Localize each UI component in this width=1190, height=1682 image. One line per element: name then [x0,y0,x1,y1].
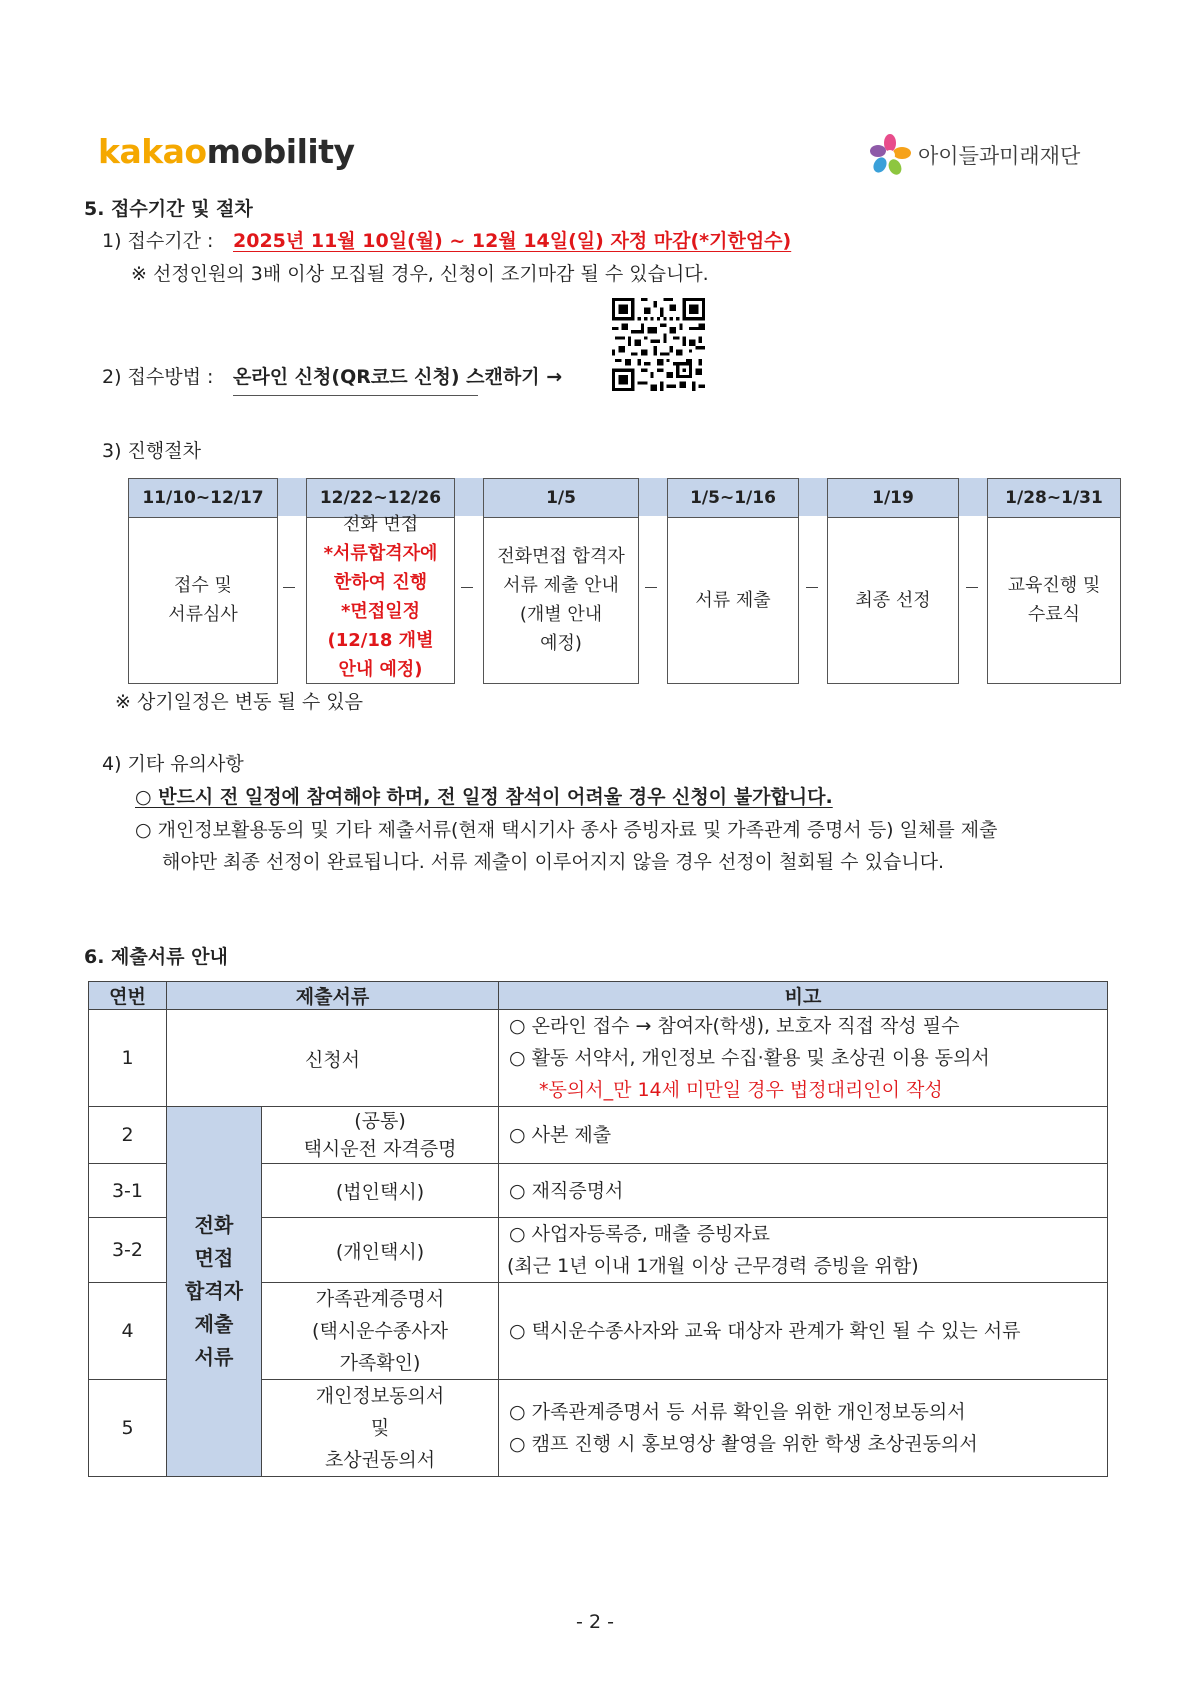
row-no: 2 [89,1107,167,1164]
period-value: 2025년 11월 10일(월) ~ 12월 14일(일) 자정 마감(*기한엄수) [233,230,792,252]
process-strip-gap [454,478,483,516]
doc-line: (택시운수종사자 [312,1320,448,1342]
step-date: 12/22~12/26 [307,479,454,518]
section5-title: 5. 접수기간 및 절차 [84,198,253,220]
other-label: 4) 기타 유의사항 [102,753,244,775]
doc-line: 및 [370,1417,390,1439]
row-no: 1 [89,1010,167,1107]
period-note: ※ 선정인원의 3배 이상 모집될 경우, 신청이 조기마감 될 수 있습니다. [131,263,709,285]
method-label: 2) 접수방법 : [102,366,214,388]
process-label: 3) 진행절차 [102,440,201,462]
process-step-4 [667,478,799,684]
flower-icon [868,133,912,177]
merged-group-cell [167,1107,262,1477]
process-step-1 [128,478,278,684]
header-doc: 제출서류 [167,982,499,1010]
process-strip-gap [638,478,667,516]
step-red-text: 한하여 진행 [333,572,428,593]
table-row [89,1107,1108,1164]
doc-line: 가족확인) [339,1352,421,1374]
note-line: ○ 재직증명서 [509,1179,624,1202]
process-step-3 [483,478,639,684]
row-doc: (법인택시) [262,1164,499,1218]
process-step-5 [827,478,959,684]
step-date: 1/5 [484,479,638,518]
process-arrow [806,587,818,588]
doc-line: 개인정보동의서 [315,1385,445,1407]
group-line: 제출 [194,1312,234,1336]
row-no: 3-1 [89,1164,167,1218]
row-no: 3-2 [89,1218,167,1283]
step-date: 1/28~1/31 [988,479,1120,518]
step-text: 전화면접 합격자 [497,546,625,567]
process-arrow [966,587,978,588]
other-item-2-line2: 해야만 최종 선정이 완료됩니다. 서류 제출이 이루어지지 않을 경우 선정이 철회될 수 있습니다. [162,851,945,873]
step-text: 서류 제출 안내 [503,575,619,596]
step-date: 1/5~1/16 [668,479,798,518]
other-item-1: ○ 반드시 전 일정에 참여해야 하며, 전 일정 참석이 어려울 경우 신청이 불가합니다. [135,786,833,808]
step-text: 서류 제출 [695,589,771,611]
row-note [499,1010,1108,1107]
foundation-logo [868,133,1080,177]
group-line: 합격자 [185,1279,243,1303]
doc-line: 가족관계증명서 [315,1288,445,1310]
process-arrow [461,587,473,588]
qr-code[interactable] [612,298,705,391]
process-step-2 [306,478,455,684]
page-number: - 2 - [576,1611,614,1633]
row-doc [262,1283,499,1380]
step-red-text: *면접일정 [341,601,420,622]
note-line: (최근 1년 이내 1개월 이상 근무경력 증빙을 위함) [507,1255,919,1277]
note-line: ○ 캠프 진행 시 홍보영상 촬영을 위한 학생 초상권동의서 [509,1433,978,1455]
group-line: 서류 [194,1345,234,1369]
method-value[interactable]: 온라인 신청(QR코드 신청) 스캔하기 → [233,366,563,388]
kakao-logo-part2: mobility [206,132,355,171]
method-underline [233,395,478,396]
row-no: 5 [89,1380,167,1477]
period-label: 1) 접수기간 : [102,230,214,252]
note-line: ○ 활동 서약서, 개인정보 수집·활용 및 초상권 이용 동의서 [509,1047,990,1069]
step-text: 교육진행 및 [1007,575,1101,596]
note-line: ○ 사업자등록증, 매출 증빙자료 [509,1223,771,1245]
process-arrow [645,587,657,588]
doc-line: 초상권동의서 [324,1449,436,1471]
note-line: ○ 사본 제출 [509,1124,612,1146]
process-strip-gap [277,478,306,516]
row-doc [262,1380,499,1477]
documents-table [88,981,1108,1477]
step-text: 예정) [540,633,582,654]
step-text: 수료식 [1027,604,1081,625]
group-line: 면접 [194,1246,234,1270]
process-strip-gap [958,478,987,516]
row-doc: (개인택시) [262,1218,499,1283]
kakao-mobility-logo [98,132,355,171]
row-note [499,1164,1108,1218]
process-strip-gap [798,478,827,516]
step-text: 서류심사 [168,604,238,625]
foundation-name: 아이들과미래재단 [918,144,1081,168]
table-header-row [89,982,1108,1010]
header-no: 연번 [89,982,167,1010]
row-note [499,1107,1108,1164]
section6-title: 6. 제출서류 안내 [84,946,228,968]
step-date: 11/10~12/17 [129,479,277,518]
step-text: (개별 안내 [519,604,603,625]
note-line: ○ 가족관계증명서 등 서류 확인을 위한 개인정보동의서 [509,1401,966,1423]
kakao-logo-part1: kakao [98,132,207,171]
row-doc: 신청서 [167,1010,499,1107]
step-text: 전화 면접 [342,514,419,535]
group-line: 전화 [194,1213,234,1237]
header-note: 비고 [499,982,1108,1010]
step-red-text: (12/18 개별 [327,630,434,651]
doc-line: 택시운전 자격증명 [303,1138,457,1160]
note-line: ○ 온라인 접수 → 참여자(학생), 보호자 직접 작성 필수 [509,1015,960,1037]
row-note [499,1380,1108,1477]
doc-line: (공통) [354,1110,406,1132]
step-red-text: *서류합격자에 [323,543,438,564]
note-red-line: *동의서_만 14세 미만일 경우 법정대리인이 작성 [539,1079,943,1101]
row-no: 4 [89,1283,167,1380]
note-line: ○ 택시운수종사자와 교육 대상자 관계가 확인 될 수 있는 서류 [509,1320,1021,1342]
step-red-text: 안내 예정) [338,659,423,680]
process-arrow [283,587,295,588]
step-text: 접수 및 [174,575,232,596]
row-note [499,1218,1108,1283]
process-note: ※ 상기일정은 변동 될 수 있음 [115,691,364,713]
process-step-6 [987,478,1121,684]
step-text: 최종 선정 [855,589,931,611]
row-doc [262,1107,499,1164]
row-note [499,1283,1108,1380]
table-row [89,1010,1108,1107]
step-date: 1/19 [828,479,958,518]
other-item-2-line1: ○ 개인정보활용동의 및 기타 제출서류(현재 택시기사 종사 증빙자료 및 가족관계 증명서 등) 일체를 제출 [135,819,998,841]
